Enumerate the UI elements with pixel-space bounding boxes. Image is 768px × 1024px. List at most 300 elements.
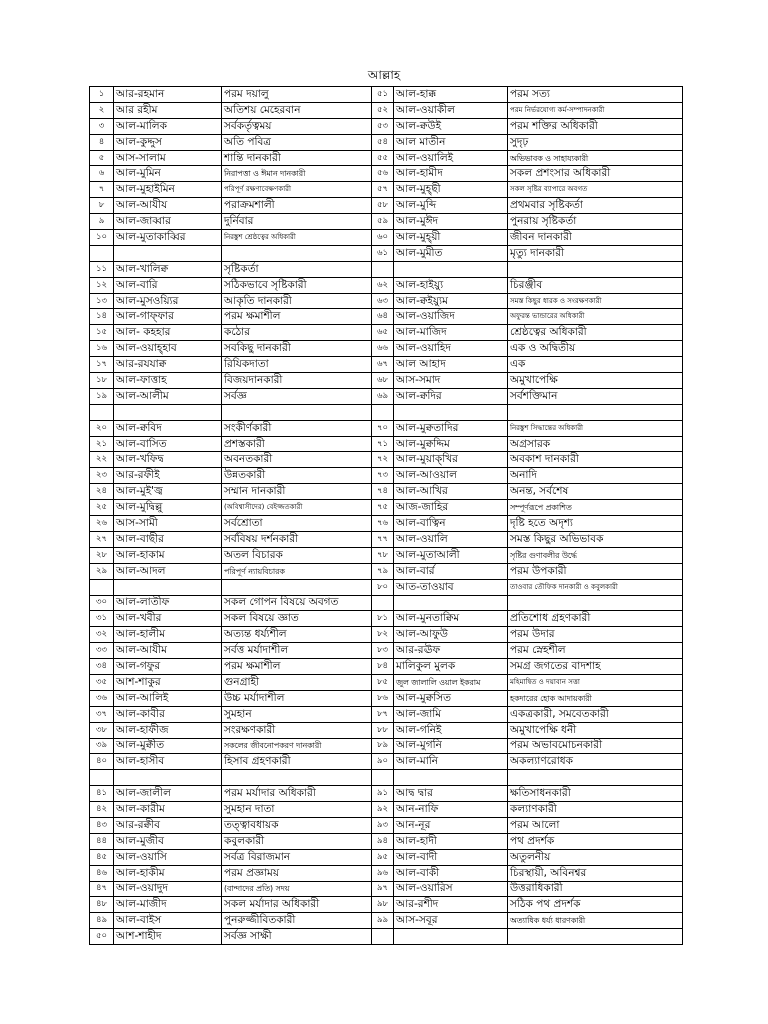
left-name-cell [114,245,222,261]
right-name-cell: আন-নূর [394,817,508,833]
left-meaning-cell: শান্তি দানকারী [222,150,372,166]
table-row [90,738,683,754]
right-meaning-cell: অফুরন্ত ভান্ডারের অধিকারী [508,309,683,325]
left-meaning-cell [222,245,372,261]
right-number-cell: ৬৭ [372,357,394,373]
left-number-cell: ৪৮ [90,897,114,913]
table-row [90,102,683,118]
right-meaning-cell: পরম নির্ভরযোগ্য কর্ম-সম্পাদনকারী [508,102,683,118]
left-number-cell: ৩৪ [90,659,114,675]
left-meaning-cell: সুমহান দাতা [222,802,372,818]
right-number-cell: ৯৭ [372,881,394,897]
right-meaning-cell: অত্যাধিক ধর্য্য ধারণকারী [508,913,683,929]
table-row [90,373,683,389]
left-name-cell: আল-মুসওয়্যির [114,293,222,309]
right-meaning-cell: সমস্ত কিছুর অভিভাবক [508,531,683,547]
left-number-cell: ১০ [90,230,114,246]
left-number-cell: ৩৩ [90,643,114,659]
left-meaning-cell: পরম ক্ষমাশীল [222,309,372,325]
right-meaning-cell: কল্যাণকারী [508,802,683,818]
right-number-cell: ৭৩ [372,468,394,484]
left-meaning-cell: সর্বজ্ঞ [222,388,372,404]
left-name-cell: আল-হালীম [114,627,222,643]
right-name-cell: আর-রঊফ [394,643,508,659]
right-number-cell: ৭৬ [372,516,394,532]
table-row [90,881,683,897]
right-meaning-cell [508,595,683,611]
right-number-cell: ৬৯ [372,388,394,404]
left-number-cell: ৪২ [90,802,114,818]
right-meaning-cell: সমগ্র জগতের বাদশাহ [508,659,683,675]
right-name-cell [394,261,508,277]
left-meaning-cell: হিসাব গ্রহণকারী [222,754,372,770]
table-row [90,357,683,373]
table-row [90,929,683,945]
left-meaning-cell: তত্ত্বাবধায়ক [222,817,372,833]
left-number-cell: ৭ [90,182,114,198]
table-row [90,627,683,643]
left-meaning-cell: কবুলকারী [222,833,372,849]
left-number-cell: ৩০ [90,595,114,611]
left-meaning-cell: সকল গোপন বিষয়ে অবগত [222,595,372,611]
left-name-cell: আল-মুমিন [114,166,222,182]
left-name-cell: আল-মাজীদ [114,897,222,913]
table-row [90,214,683,230]
left-name-cell: আল-আলিই [114,690,222,706]
left-name-cell: আল-কাবীর [114,706,222,722]
left-name-cell: আল-খালিক্ব [114,261,222,277]
left-name-cell: আল-বাসিত [114,436,222,452]
left-name-cell: আল-বাছীর [114,531,222,547]
left-meaning-cell: সঠিকভাবে সৃষ্টিকারী [222,277,372,293]
table-row [90,849,683,865]
right-meaning-cell: অভিভাবক ও সাহায্যকারী [508,150,683,166]
left-number-cell: ৩৮ [90,722,114,738]
left-meaning-cell: সবকিছু দানকারী [222,341,372,357]
left-meaning-cell: উন্নতকারী [222,468,372,484]
right-number-cell [372,595,394,611]
left-name-cell: আশ-শাকুর [114,674,222,690]
left-meaning-cell: সর্বশ্রোতা [222,516,372,532]
right-meaning-cell: জীবন দানকারী [508,230,683,246]
left-meaning-cell: প্রশস্তকারী [222,436,372,452]
left-meaning-cell: অতি পবিত্র [222,134,372,150]
table-row [90,134,683,150]
table-row [90,865,683,881]
left-number-cell: ১৭ [90,357,114,373]
left-name-cell: আল-আযীয [114,198,222,214]
left-number-cell: ৩৭ [90,706,114,722]
left-number-cell: ২৬ [90,516,114,532]
left-number-cell: ২ [90,102,114,118]
right-number-cell: ৯৪ [372,833,394,849]
left-number-cell: ২৯ [90,563,114,579]
right-number-cell: ৬২ [372,277,394,293]
right-name-cell: আল-ক্বউই [394,118,508,134]
table-row [90,913,683,929]
table-row [90,516,683,532]
left-meaning-cell: সকল বিষয়ে জ্ঞাত [222,611,372,627]
left-number-cell: ১৩ [90,293,114,309]
right-number-cell: ৭১ [372,436,394,452]
left-name-cell [114,770,222,786]
table-row [90,722,683,738]
right-number-cell: ৯৫ [372,849,394,865]
right-meaning-cell [508,929,683,945]
left-name-cell: আল-হাকীম [114,865,222,881]
left-name-cell [114,404,222,420]
table-row [90,659,683,675]
left-number-cell: ২৭ [90,531,114,547]
right-meaning-cell: অমুখাপেক্ষি [508,373,683,389]
table-row [90,500,683,516]
left-name-cell: আর রহীম [114,102,222,118]
table-row [90,341,683,357]
left-name-cell: আল-ওয়াসি [114,849,222,865]
right-meaning-cell [508,261,683,277]
right-number-cell: ৫৬ [372,166,394,182]
right-number-cell: ৫৩ [372,118,394,134]
left-number-cell: ৩৬ [90,690,114,706]
right-name-cell: আল মাতীন [394,134,508,150]
right-meaning-cell: পরম অভাবমোচনকারী [508,738,683,754]
right-number-cell: ৯০ [372,754,394,770]
left-meaning-cell: উচ্চ মর্যাদাশীল [222,690,372,706]
table-row [90,198,683,214]
left-number-cell: ১২ [90,277,114,293]
right-name-cell: আল-মুহ্‌ছী [394,182,508,198]
left-number-cell: ২৩ [90,468,114,484]
left-meaning-cell: পরিপূর্ণ ন্যায়বিচারক [222,563,372,579]
right-name-cell: আল-মানি [394,754,508,770]
left-meaning-cell: সংকীর্ণকারী [222,420,372,436]
left-meaning-cell: পরাক্রমশালী [222,198,372,214]
right-meaning-cell: অনাদি [508,468,683,484]
left-number-cell: ৮ [90,198,114,214]
table-row [90,563,683,579]
right-name-cell: আল আহাদ [394,357,508,373]
right-number-cell: ৯৮ [372,897,394,913]
right-name-cell: আল-আফুউ [394,627,508,643]
left-meaning-cell: (অবিশ্বাসীদের) বেইজ্জতকারী [222,500,372,516]
left-meaning-cell: সর্বত্ত মর্যাদাশীল [222,643,372,659]
left-number-cell [90,404,114,420]
left-name-cell: আশ-শাহীদ [114,929,222,945]
right-name-cell: আল-হাদী [394,833,508,849]
left-name-cell: আল-ওয়াদুদ [114,881,222,897]
left-meaning-cell: পরম ক্ষমাশীল [222,659,372,675]
right-number-cell: ৫৯ [372,214,394,230]
table-row [90,674,683,690]
right-name-cell: আল-হাইয়্যু [394,277,508,293]
right-name-cell: আল-ওয়ারিস [394,881,508,897]
table-row [90,643,683,659]
left-number-cell [90,579,114,595]
page-title: আল্লাহ [367,68,401,82]
left-number-cell: ৯ [90,214,114,230]
right-name-cell: আল-মাজিদ [394,325,508,341]
left-name-cell: আল-মুজীব [114,833,222,849]
left-meaning-cell: রিযিকদাতা [222,357,372,373]
right-meaning-cell: প্রথমবার সৃষ্টিকর্তা [508,198,683,214]
right-name-cell: আল-মুব্দি [394,198,508,214]
right-meaning-cell: সমস্ত কিছুর ধারক ও সংরক্ষণকারী [508,293,683,309]
left-number-cell: ৩৫ [90,674,114,690]
right-meaning-cell: অবকাশ দানকারী [508,452,683,468]
right-name-cell: আল-মুনতাক্বিম [394,611,508,627]
right-number-cell: ৮৫ [372,674,394,690]
table-row [90,579,683,595]
right-name-cell: আল-মুহ্‌য়ী [394,230,508,246]
table-row [90,277,683,293]
table-row [90,420,683,436]
left-name-cell: আল-বারি [114,277,222,293]
right-number-cell: ৬৩ [372,293,394,309]
left-number-cell: ৪৪ [90,833,114,849]
left-name-cell: আল-মালিক [114,118,222,134]
right-number-cell: ৫১ [372,87,394,103]
right-name-cell: আল-আখির [394,484,508,500]
right-meaning-cell: অতুলনীয় [508,849,683,865]
left-meaning-cell: আকৃতি দানকারী [222,293,372,309]
left-meaning-cell [222,579,372,595]
right-number-cell: ৮৬ [372,690,394,706]
left-meaning-cell: পুনরুজ্জীবিতকারী [222,913,372,929]
right-name-cell [394,595,508,611]
left-meaning-cell: সংরক্ষণকারী [222,722,372,738]
left-number-cell [90,770,114,786]
right-name-cell: আল-ওয়ালি [394,531,508,547]
left-meaning-cell: পরম দয়ালু [222,87,372,103]
left-meaning-cell [222,404,372,420]
right-number-cell: ৮৮ [372,722,394,738]
left-meaning-cell: পরম মর্যাদার অধিকারী [222,786,372,802]
right-name-cell [394,404,508,420]
left-name-cell: আস-সালাম [114,150,222,166]
right-name-cell: আল-ওয়াকীল [394,102,508,118]
right-number-cell: ৭০ [372,420,394,436]
right-number-cell: ৯২ [372,802,394,818]
right-name-cell: আন-নাফি [394,802,508,818]
left-name-cell: আল-ওয়াহ্‌হাব [114,341,222,357]
right-number-cell: ৭৭ [372,531,394,547]
right-name-cell: আল-ওয়াজিদ [394,309,508,325]
left-number-cell: ১৪ [90,309,114,325]
left-meaning-cell: পরম প্রজ্ঞাময় [222,865,372,881]
left-number-cell: ২৫ [90,500,114,516]
right-number-cell: ৯৬ [372,865,394,881]
right-meaning-cell: অমুখাপেক্ষি ধনী [508,722,683,738]
right-number-cell: ৮১ [372,611,394,627]
right-number-cell: ৬৪ [372,309,394,325]
left-meaning-cell: সুমহান [222,706,372,722]
left-number-cell: ৬ [90,166,114,182]
left-meaning-cell: সর্ববিষয় দর্শনকারী [222,531,372,547]
right-number-cell: ৯১ [372,786,394,802]
right-number-cell: ৫৭ [372,182,394,198]
left-meaning-cell: অতিশয় মেহেরবান [222,102,372,118]
right-name-cell: আর-রশীদ [394,897,508,913]
table-row [90,325,683,341]
left-name-cell: আল-গফুর [114,659,222,675]
left-name-cell: আস-সামী [114,516,222,532]
right-name-cell: আল-ওয়াহিদ [394,341,508,357]
right-number-cell: ৮০ [372,579,394,595]
right-name-cell: আদ্ব দ্বার [394,786,508,802]
left-name-cell: আল-মুই'জ্ব [114,484,222,500]
left-meaning-cell [222,770,372,786]
right-name-cell: আল-মুগনি [394,738,508,754]
right-meaning-cell [508,770,683,786]
right-number-cell: ৭৮ [372,547,394,563]
right-meaning-cell: সম্পূর্ণরূপে প্রকাশিত [508,500,683,516]
left-number-cell: ১৮ [90,373,114,389]
right-name-cell: আল-ক্বদির [394,388,508,404]
right-number-cell: ৯৯ [372,913,394,929]
left-meaning-cell: সম্মান দানকারী [222,484,372,500]
left-number-cell: ১ [90,87,114,103]
table-row [90,786,683,802]
left-number-cell: ১৯ [90,388,114,404]
right-meaning-cell: হকদারের হোক আদায়কারী [508,690,683,706]
left-number-cell: ২৮ [90,547,114,563]
right-number-cell: ৫৮ [372,198,394,214]
right-number-cell: ৭৫ [372,500,394,516]
table-row [90,468,683,484]
table-row [90,436,683,452]
right-number-cell [372,404,394,420]
right-meaning-cell: সকল সৃষ্টির ব্যাপারে অবগত [508,182,683,198]
table-row [90,404,683,420]
left-number-cell: ১১ [90,261,114,277]
left-meaning-cell: সর্বত্র বিরাজমান [222,849,372,865]
right-name-cell: আল-মুঈদ [394,214,508,230]
left-number-cell: ৩১ [90,611,114,627]
right-meaning-cell: প্রতিশোধ গ্রহণকারী [508,611,683,627]
table-row [90,245,683,261]
right-name-cell: আল-মুমীত [394,245,508,261]
right-meaning-cell: ক্ষতিসাধনকারী [508,786,683,802]
left-name-cell: আল-আযীম [114,643,222,659]
right-name-cell: আল-আওয়াল [394,468,508,484]
right-number-cell: ৭২ [372,452,394,468]
table-row [90,897,683,913]
left-meaning-cell: সর্বজ্ঞ সাক্ষী [222,929,372,945]
right-name-cell: আল-ওয়ালিই [394,150,508,166]
right-meaning-cell: পরম স্নেহশীল [508,643,683,659]
right-name-cell: আল-ক্বইয়্যুম [394,293,508,309]
right-number-cell: ৬১ [372,245,394,261]
left-name-cell: আল-গাফ্ফার [114,309,222,325]
right-name-cell: আল-হামীদ [394,166,508,182]
right-name-cell [394,770,508,786]
table-row [90,706,683,722]
left-meaning-cell: সর্বকর্তৃত্বময় [222,118,372,134]
right-name-cell: আত-তাওয়াব [394,579,508,595]
table-row [90,595,683,611]
left-name-cell: আল-মুহাইমিন [114,182,222,198]
table-row [90,388,683,404]
right-meaning-cell: পরম উদার [508,627,683,643]
right-name-cell: আল-জামি [394,706,508,722]
right-meaning-cell: চিরঞ্জীব [508,277,683,293]
left-meaning-cell: দুর্নিবার [222,214,372,230]
left-name-cell: আল-জালীল [114,786,222,802]
right-name-cell: আল-বাত্বিন [394,516,508,532]
right-number-cell: ৭৪ [372,484,394,500]
left-name-cell: আল-জাব্বার [114,214,222,230]
left-meaning-cell: নিরাপত্তা ও ঈমান দানকারী [222,166,372,182]
table-row [90,770,683,786]
left-name-cell: আল-মুদ্বিল্লু [114,500,222,516]
right-name-cell: আস-সবূর [394,913,508,929]
right-number-cell: ৫৪ [372,134,394,150]
right-number-cell: ৮৩ [372,643,394,659]
left-meaning-cell: সকলের জীবনোপকরণ দানকারী [222,738,372,754]
table-row [90,452,683,468]
left-number-cell: ২৪ [90,484,114,500]
table-row [90,230,683,246]
left-number-cell: ৪৬ [90,865,114,881]
right-name-cell: আল-গনিই [394,722,508,738]
right-number-cell: ৮৪ [372,659,394,675]
right-meaning-cell: অনন্ত, সর্বশেষ [508,484,683,500]
left-name-cell: আল-হাসীব [114,754,222,770]
right-meaning-cell: দৃষ্টি হতে অদৃশ্য [508,516,683,532]
right-number-cell: ৭৯ [372,563,394,579]
right-meaning-cell: অগ্রসারক [508,436,683,452]
table-row [90,531,683,547]
table-row [90,182,683,198]
right-meaning-cell: এক [508,357,683,373]
left-number-cell: ৪০ [90,754,114,770]
left-name-cell: আল- কহহার [114,325,222,341]
right-meaning-cell: সুদৃঢ় [508,134,683,150]
right-name-cell: আস-সমাদ [394,373,508,389]
right-number-cell [372,770,394,786]
left-name-cell: আল-মুক্বীত [114,738,222,754]
right-name-cell: আল-বার্র [394,563,508,579]
left-meaning-cell: পরিপূর্ণ রক্ষণাবেক্ষণকারী [222,182,372,198]
left-number-cell: ২১ [90,436,114,452]
right-number-cell: ৯৩ [372,817,394,833]
right-number-cell: ৫২ [372,102,394,118]
right-meaning-cell: পুনরায় সৃষ্টিকর্তা [508,214,683,230]
right-number-cell: ৬০ [372,230,394,246]
right-meaning-cell: তাওবার তৌফিক দানকারী ও কবুলকারী [508,579,683,595]
right-number-cell: ৬৬ [372,341,394,357]
left-name-cell: আর-রফীই [114,468,222,484]
right-name-cell: আল-মুক্বতাদির [394,420,508,436]
left-meaning-cell: গুনগ্রাহী [222,674,372,690]
table-row [90,754,683,770]
left-number-cell: ৪৩ [90,817,114,833]
right-name-cell: আল-মুক্বসিত [394,690,508,706]
right-name-cell: মালিকুল মুলক [394,659,508,675]
left-meaning-cell: সৃষ্টিকর্তা [222,261,372,277]
left-number-cell: ৫০ [90,929,114,945]
left-name-cell: আল-হাকাম [114,547,222,563]
left-name-cell: আল-কারীম [114,802,222,818]
right-meaning-cell: সৃষ্টির গুণাবলীর উর্দ্ধে [508,547,683,563]
table-row [90,547,683,563]
left-meaning-cell: (বান্দাদের প্রতি) সদয় [222,881,372,897]
right-name-cell: আল-মুক্বদ্দিম [394,436,508,452]
right-meaning-cell: একত্রকারী, সমবেতকারী [508,706,683,722]
right-meaning-cell: পরম সত্য [508,87,683,103]
right-meaning-cell: মহিমান্বিত ও দয়াবান সত্তা [508,674,683,690]
table-row [90,87,683,103]
